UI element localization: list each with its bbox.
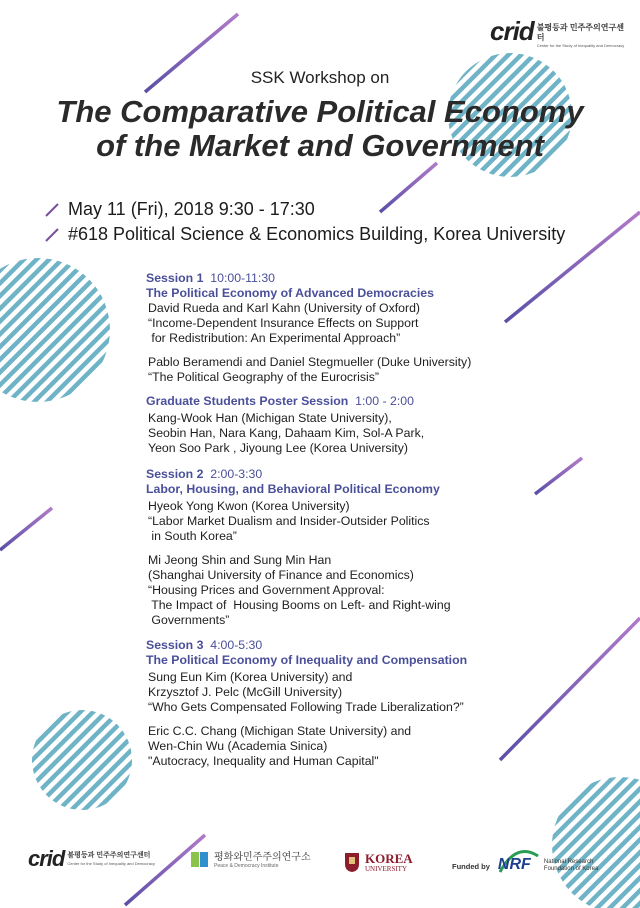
talk-line: “The Political Geography of the Eurocrisis” — [148, 370, 380, 384]
stripe-circle — [32, 710, 132, 810]
crid-logo-name-ko: 불평등과 민주주의연구센터 — [536, 23, 624, 42]
pdi-name-ko: 평화와민주주의연구소 — [214, 852, 311, 863]
talk-line: The Impact of Housing Booms on Left- and Right-wing — [148, 598, 451, 612]
talk — [148, 499, 586, 544]
talk-line: (Shanghai University of Finance and Economics) — [148, 568, 414, 582]
funded-by-label: Funded by — [452, 861, 490, 871]
nrf-wordmark: NRF — [497, 856, 531, 873]
session-label: Session 3 — [146, 638, 204, 652]
talk-line: Krzysztof J. Pelc (McGill University) — [148, 685, 343, 699]
pdi-emblem-icon — [190, 849, 210, 869]
workshop-title — [0, 95, 640, 163]
korea-line-1: KOREA — [365, 850, 413, 866]
diagonal-line — [0, 508, 52, 550]
korea-line-2: UNIVERSITY — [365, 864, 407, 873]
talk-line: Kang-Wook Han (Michigan State University), — [148, 411, 392, 425]
footer-crid-name-en: Center for the Study of Inequality and Democracy — [67, 861, 155, 866]
talk-line: Hyeok Yong Kwon (Korea University) — [148, 499, 350, 513]
session-title: The Political Economy of Inequality and Compensation — [146, 653, 468, 667]
talk-line: “Labor Market Dualism and Insider-Outsider Politics — [148, 514, 430, 528]
session-3 — [146, 638, 586, 769]
nrf-mark — [496, 846, 542, 880]
talk-line: "Autocracy, Inequality and Human Capital" — [148, 754, 379, 768]
session-1 — [146, 271, 586, 385]
talk-line: “Income-Dependent Insurance Effects on Support — [148, 316, 419, 330]
footer-crid-name-ko: 불평등과 민주주의연구센터 — [67, 852, 151, 859]
footer-nrf-logo — [452, 846, 632, 876]
diagonal-line — [380, 163, 437, 212]
talk-line: Yeon Soo Park , Jiyoung Lee (Korea University) — [148, 441, 408, 455]
korea-crest-icon — [343, 851, 361, 873]
footer-crid-mark: crid — [28, 846, 65, 871]
talk-line: David Rueda and Karl Kahn (University of Oxford) — [148, 301, 421, 315]
session-title: Labor, Housing, and Behavioral Political Economy — [146, 482, 440, 496]
nrf-name-line-1: National Research — [543, 859, 594, 865]
session-time: 1:00 - 2:00 — [355, 394, 414, 408]
footer-korea-logo — [343, 851, 433, 881]
talk-line: “Who Gets Compensated Following Trade Liberalization?” — [148, 700, 464, 714]
session-label: Graduate Students Poster Session — [146, 394, 349, 408]
nrf-name-line-2: Foundation of Korea — [543, 866, 599, 872]
crid-logo — [490, 16, 630, 48]
session-label: Session 1 — [146, 271, 204, 285]
workshop-subtitle: SSK Workshop on — [250, 68, 390, 87]
session-2 — [146, 467, 586, 628]
program — [146, 271, 586, 769]
poster-session — [146, 394, 586, 456]
bullet-slash — [46, 229, 58, 241]
event-venue: #618 Political Science & Economics Building, Korea University — [68, 224, 566, 244]
talk — [148, 724, 586, 769]
session-time: 4:00-5:30 — [210, 638, 263, 652]
talk — [148, 411, 586, 456]
crid-logo-mark: crid — [490, 16, 534, 46]
session-title: The Political Economy of Advanced Democracies — [146, 286, 434, 300]
session-time: 2:00-3:30 — [210, 467, 263, 481]
talk-line: Pablo Beramendi and Daniel Stegmueller (Duke University) — [148, 355, 472, 369]
footer-pdi-logo — [190, 848, 320, 878]
crid-logo-name-en: Center for the Study of Inequality and Democracy — [536, 43, 625, 48]
talk-line: Eric C.C. Chang (Michigan State University) and — [148, 724, 412, 738]
footer-crid-logo — [28, 848, 178, 878]
bullet-slash — [46, 204, 58, 216]
talk-line: for Redistribution: An Experimental Approach” — [148, 331, 401, 345]
session-time: 10:00-11:30 — [210, 271, 275, 285]
talk — [148, 301, 586, 346]
talk-line: in South Korea” — [148, 529, 237, 543]
title-line-1: The Comparative Political Economy — [56, 94, 584, 129]
talk-line: “Housing Prices and Government Approval: — [148, 583, 385, 597]
talk — [148, 553, 586, 628]
title-line-2: of the Market and Government — [96, 128, 544, 163]
stripe-circle — [552, 777, 640, 908]
talk-line: Wen-Chin Wu (Academia Sinica) — [148, 739, 328, 753]
session-label: Session 2 — [146, 467, 204, 481]
talk — [148, 670, 586, 715]
talk-line: Seobin Han, Nara Kang, Dahaam Kim, Sol-A Park, — [148, 426, 425, 440]
pdi-name-en: Peace & Democracy Institute — [214, 863, 279, 869]
stripe-circle — [0, 258, 110, 402]
talk-line: Sung Eun Kim (Korea University) and — [148, 670, 353, 684]
talk-line: Mi Jeong Shin and Sung Min Han — [148, 553, 332, 567]
talk-line: Governments” — [148, 613, 230, 627]
event-date: May 11 (Fri), 2018 9:30 - 17:30 — [68, 199, 315, 219]
talk — [148, 355, 586, 385]
